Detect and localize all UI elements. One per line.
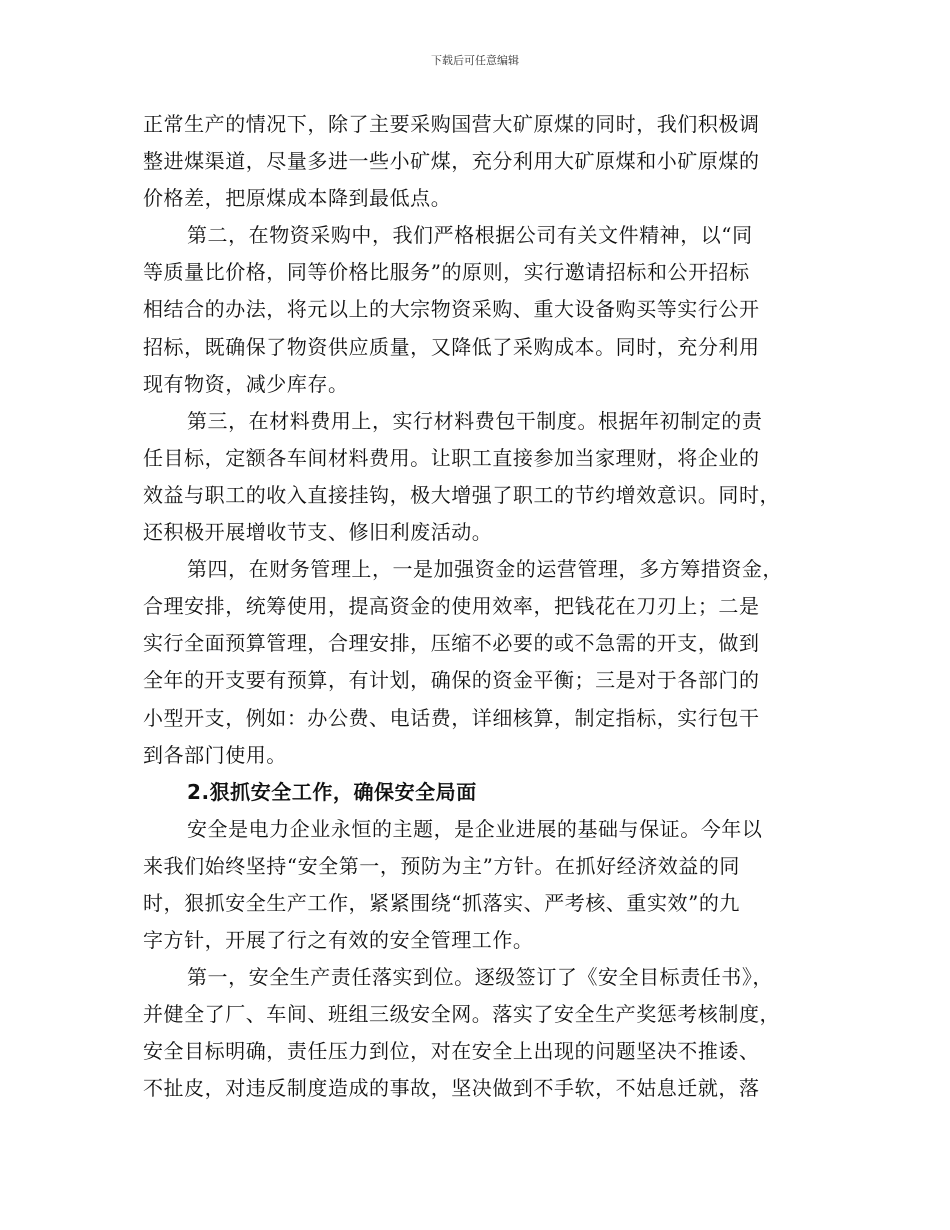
text-line: 来我们始终坚持“安全第一，预防为主”方针。在抓好经济效益的同 <box>143 853 740 878</box>
text-line: 并健全了厂、车间、班组三级安全网。落实了安全生产奖惩考核制度， <box>143 1002 781 1027</box>
section-heading: 2.狠抓安全工作，确保安全局面 <box>187 779 477 804</box>
text-line: 时，狠抓安全生产工作，紧紧围绕“抓落实、严考核、重实效”的九 <box>143 890 740 915</box>
text-line: 相结合的办法，将元以上的大宗物资采购、重大设备购买等实行公开 <box>143 297 760 322</box>
text-line: 安全是电力企业永恒的主题，是企业进展的基础与保证。今年以 <box>187 816 763 841</box>
document-body <box>143 106 813 1108</box>
text-line: 等质量比价格，同等价格比服务”的原则，实行邀请招标和公开招标 <box>143 260 750 285</box>
text-line: 第四，在财务管理上，一是加强资金的运营管理，多方筹措资金， <box>187 557 783 582</box>
text-line: 实行全面预算管理，合理安排，压缩不必要的或不急需的开支，做到 <box>143 631 760 656</box>
text-line: 安全目标明确，责任压力到位，对在安全上出现的问题坚决不推诿、 <box>143 1039 760 1064</box>
text-line: 字方针，开展了行之有效的安全管理工作。 <box>143 928 534 953</box>
text-line: 正常生产的情况下，除了主要采购国营大矿原煤的同时，我们积极调 <box>143 112 760 136</box>
text-line: 价格差，把原煤成本降到最低点。 <box>143 186 452 211</box>
text-line: 招标，既确保了物资供应质量，又降低了采购成本。同时，充分利用 <box>143 334 760 359</box>
text-line: 效益与职工的收入直接挂钩，极大增强了职工的节约增效意识。同时， <box>143 482 781 507</box>
text-line: 现有物资，减少库存。 <box>143 371 349 396</box>
text-line: 第一，安全生产责任落实到位。逐级签订了《安全目标责任书》， <box>187 965 773 990</box>
text-line: 不扯皮，对违反制度造成的事故，坚决做到不手软，不姑息迁就，落 <box>143 1076 760 1101</box>
text-line: 到各部门使用。 <box>143 742 287 767</box>
text-line: 整进煤渠道，尽量多进一些小矿煤，充分利用大矿原煤和小矿原煤的 <box>143 149 760 174</box>
text-line: 合理安排，统筹使用，提高资金的使用效率，把钱花在刀刃上；二是 <box>143 594 760 619</box>
text-line: 第二，在物资采购中，我们严格根据公司有关文件精神，以“同 <box>187 223 753 248</box>
text-line: 还积极开展增收节支、修旧利废活动。 <box>143 520 493 545</box>
text-line: 第三，在材料费用上，实行材料费包干制度。根据年初制定的责 <box>187 408 763 433</box>
page-header: 下载后可任意编辑 <box>431 54 519 67</box>
text-line: 小型开支，例如：办公费、电话费，详细核算，制定指标，实行包干 <box>143 705 760 730</box>
text-line: 全年的开支要有预算，有计划，确保的资金平衡；三是对于各部门的 <box>143 668 760 693</box>
text-line: 任目标，定额各车间材料费用。让职工直接参加当家理财，将企业的 <box>143 445 760 470</box>
